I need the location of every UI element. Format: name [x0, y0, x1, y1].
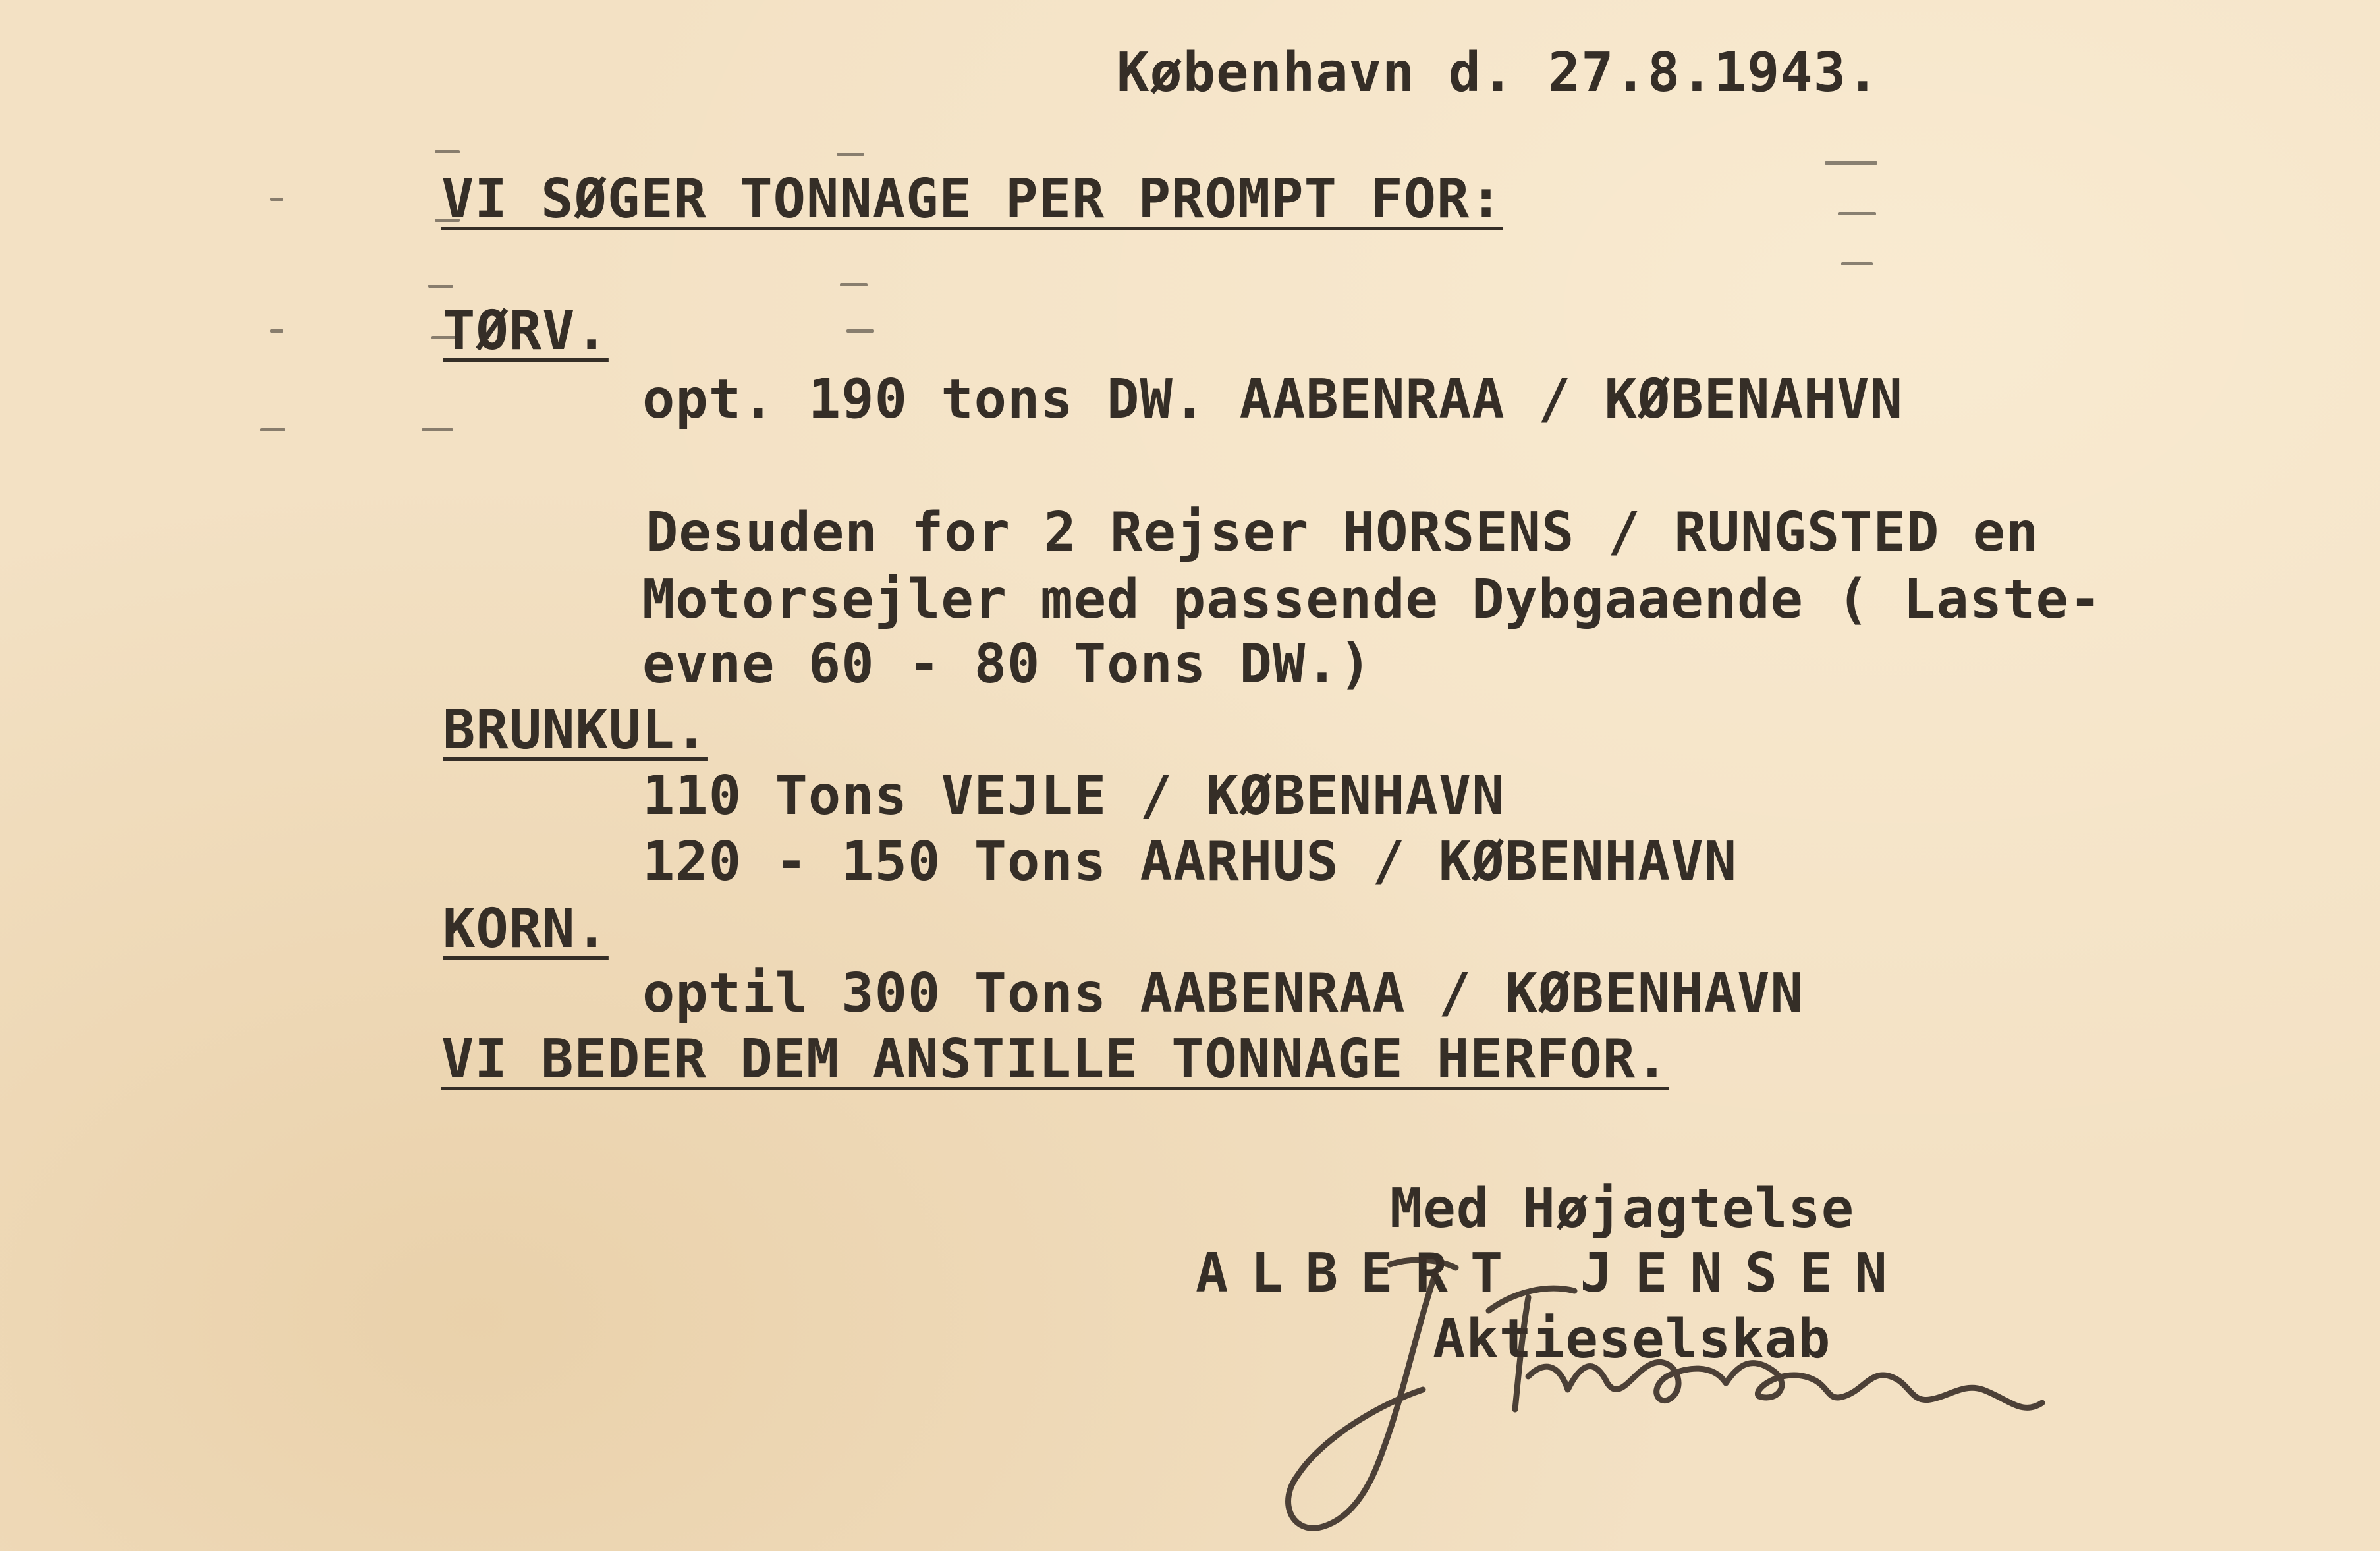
stray-mark [428, 285, 453, 288]
stray-mark [1841, 262, 1873, 265]
stray-mark [1838, 212, 1876, 215]
brunkul-line-1: 110 Tons VEJLE / KØBENHAVN [642, 765, 1505, 827]
stray-mark [435, 150, 460, 153]
brunkul-line-2: 120 - 150 Tons AARHUS / KØBENHAVN [642, 830, 1738, 893]
section-title-torv: TØRV. [443, 300, 609, 362]
signature-image [1252, 1238, 2174, 1551]
company-name: ALBERT JENSEN [1196, 1242, 1910, 1305]
korn-line-1: optil 300 Tons AABENRAA / KØBENHAVN [642, 962, 1804, 1025]
stray-mark [422, 428, 453, 431]
stray-mark [846, 329, 874, 333]
heading: VI SØGER TONNAGE PER PROMPT FOR: [441, 168, 1503, 231]
stray-mark [840, 283, 868, 286]
stray-mark [270, 329, 283, 333]
section-title-brunkul: BRUNKUL. [443, 699, 708, 761]
torv-line-4: Motorsejler med passende Dybgaaende ( Laste- [642, 568, 2103, 631]
torv-line-1: opt. 190 tons DW. AABENRAA / KØBENAHVN [642, 368, 1903, 431]
stray-mark [270, 198, 283, 201]
closing: Med Højagtelse [1390, 1178, 1855, 1240]
torv-line-5: evne 60 - 80 Tons DW.) [642, 633, 1373, 695]
stray-mark [260, 428, 285, 431]
company-suffix: Aktieselskab [1433, 1308, 1831, 1371]
stray-mark [837, 153, 864, 156]
torv-line-3: Desuden for 2 Rejser HORSENS / RUNGSTED en [646, 501, 2039, 564]
request-line: VI BEDER DEM ANSTILLE TONNAGE HERFOR. [441, 1028, 1669, 1091]
section-title-korn: KORN. [443, 898, 609, 960]
stray-mark [1825, 161, 1877, 165]
place-date: København d. 27.8.1943. [1117, 41, 1880, 104]
